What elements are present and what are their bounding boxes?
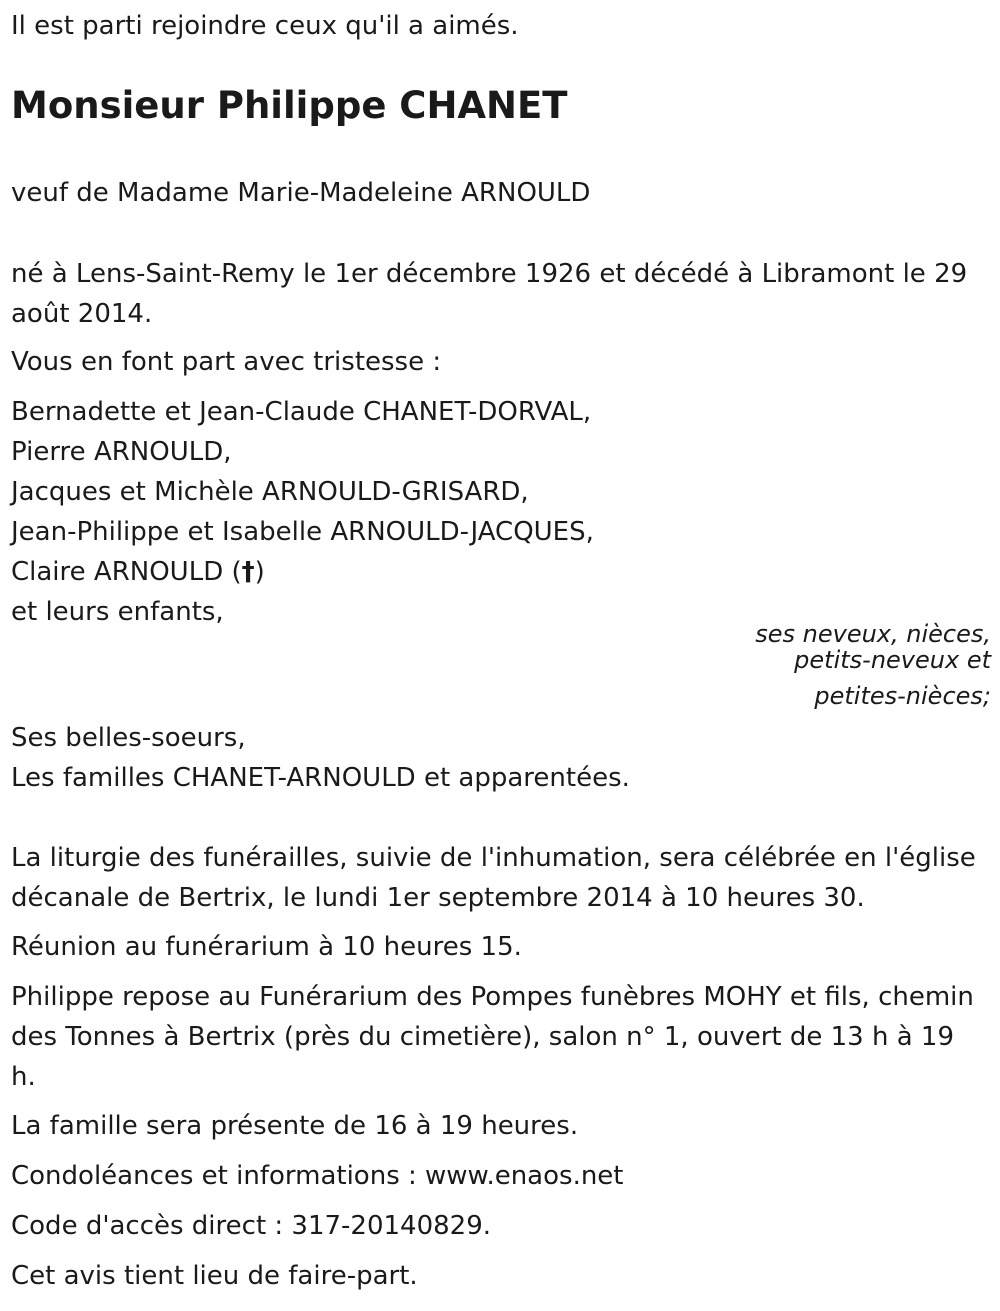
family-member: et leurs enfants, — [11, 597, 224, 627]
intro-text: Il est parti rejoindre ceux qu'il a aimés. — [11, 11, 519, 41]
presence-text: La famille sera présente de 16 à 19 heures. — [11, 1111, 579, 1141]
access-code-text: Code d'accès direct : 317-20140829. — [11, 1211, 492, 1241]
reunion-text: Réunion au funérarium à 10 heures 15. — [11, 932, 522, 962]
deceased-name: Monsieur Philippe CHANET — [11, 84, 568, 127]
condolences-text: Condoléances et informations : www.enaos.net — [11, 1161, 624, 1191]
cross-icon: † — [241, 557, 255, 587]
family-member: Bernadette et Jean-Claude CHANET-DORVAL, — [11, 397, 592, 427]
family-member: Jacques et Michèle ARNOULD-GRISARD, — [11, 477, 529, 507]
family-member-deceased — [11, 552, 594, 592]
family-member-name: Claire ARNOULD ( — [11, 557, 242, 587]
family-member: Pierre ARNOULD, — [11, 437, 232, 467]
nephews-block — [691, 621, 991, 709]
announcement-text: Vous en font part avec tristesse : — [11, 347, 442, 377]
inlaws-item: Les familles CHANET-ARNOULD et apparentées. — [11, 763, 630, 793]
repose-text: Philippe repose au Funérarium des Pompes funèbres MOHY et fils, chemin des Tonnes à Bertrix (près du cimetière), salon n° 1, ouvert de 13 h à 19 h. — [11, 982, 974, 1092]
inlaws-list — [11, 718, 630, 798]
closing-text: Cet avis tient lieu de faire-part. — [11, 1261, 418, 1291]
liturgy-text: La liturgie des funérailles, suivie de l'inhumation, sera célébrée en l'église décanale de Bertrix, le lundi 1er septembre 2014 à 10 heures 30. — [11, 843, 976, 913]
birth-death-text: né à Lens-Saint-Remy le 1er décembre 1926 et décédé à Libramont le 29 août 2014. — [11, 259, 968, 329]
family-list — [11, 392, 594, 632]
inlaws-item: Ses belles-soeurs, — [11, 723, 246, 753]
nephews-line: ses neveux, nièces, — [755, 620, 991, 648]
nephews-line: petites-nièces; — [814, 682, 991, 710]
cross-close: ) — [254, 557, 265, 587]
widower-of: veuf de Madame Marie-Madeleine ARNOULD — [11, 178, 591, 208]
nephews-line: petits-neveux et — [794, 646, 991, 674]
family-member: Jean-Philippe et Isabelle ARNOULD-JACQUES, — [11, 517, 594, 547]
